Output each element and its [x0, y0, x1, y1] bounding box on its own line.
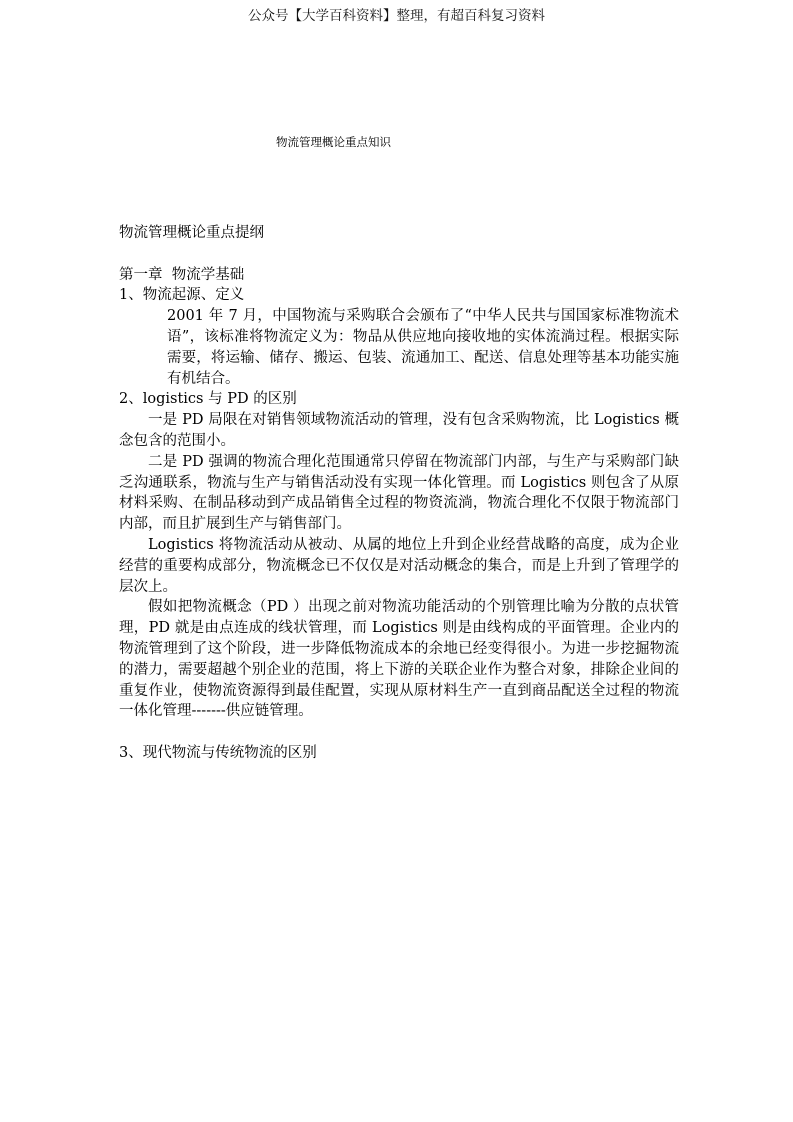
section-2-paragraph-2: 二是 PD 强调的物流合理化范围通常只停留在物流部门内部，与生产与采购部门缺乏沟通联系，物流与生产与销售活动没有实现一体化管理。而 Logistics 则包含了从原材料采购、在制品移动到产成品销售全过程的物资流淌，物流合理化不仅限于物流部门内部，而且扩展到生产与销售部门。: [119, 453, 679, 533]
document-title: 物流管理概论重点知识: [276, 135, 391, 149]
outline-title: 物流管理概论重点提纲: [119, 225, 264, 241]
page-header-watermark: 公众号【大学百科资料】整理，有超百科复习资料: [248, 8, 545, 24]
section-1-paragraph: 2001 年 7 月，中国物流与采购联合会颁布了“中华人民共与国国家标准物流术语”，该标准将物流定义为：物品从供应地向接收地的实体流淌过程。根据实际需要，将运输、储存、搬运、包装、流通加工、配送、信息处理等基本功能实施有机结合。: [167, 308, 679, 387]
spacer: [119, 722, 679, 743]
spacer: [119, 244, 679, 265]
section-2-paragraph-3: Logistics 将物流活动从被动、从属的地位上升到企业经营战略的高度，成为企业经营的重要构成部分，物流概念已不仅仅是对活动概念的集合，而是上升到了管理学的层次上。: [119, 536, 679, 595]
section-heading-1: 1、物流起源、定义: [119, 287, 245, 304]
section-heading-3: 3、现代物流与传统物流的区别: [119, 744, 317, 761]
document-body: [119, 223, 679, 764]
section-2-paragraph-1: 一是 PD 局限在对销售领域物流活动的管理，没有包含采购物流，比 Logistics 概念包含的范围小。: [119, 412, 679, 449]
section-2-paragraph-4: 假如把物流概念（PD ）出现之前对物流功能活动的个别管理比喻为分散的点状管理，PD 就是由点连成的线状管理，而 Logistics 则是由线构成的平面管理。企业内的物流管理到了这个阶段，进一步降低物流成本的余地已经变得很小。为进一步挖掘物流的潜力，需要超越个别企业的范围，将上下游的关联企业作为整合对象，排除企业间的重复作业，使物流资源得到最佳配置，实现从原材料生产一直到商品配送全过程的物流一体化管理-------供应链管理。: [119, 599, 679, 720]
chapter-heading: 第一章 物流学基础: [119, 266, 245, 283]
section-heading-2: 2、logistics 与 PD 的区别: [119, 391, 297, 408]
